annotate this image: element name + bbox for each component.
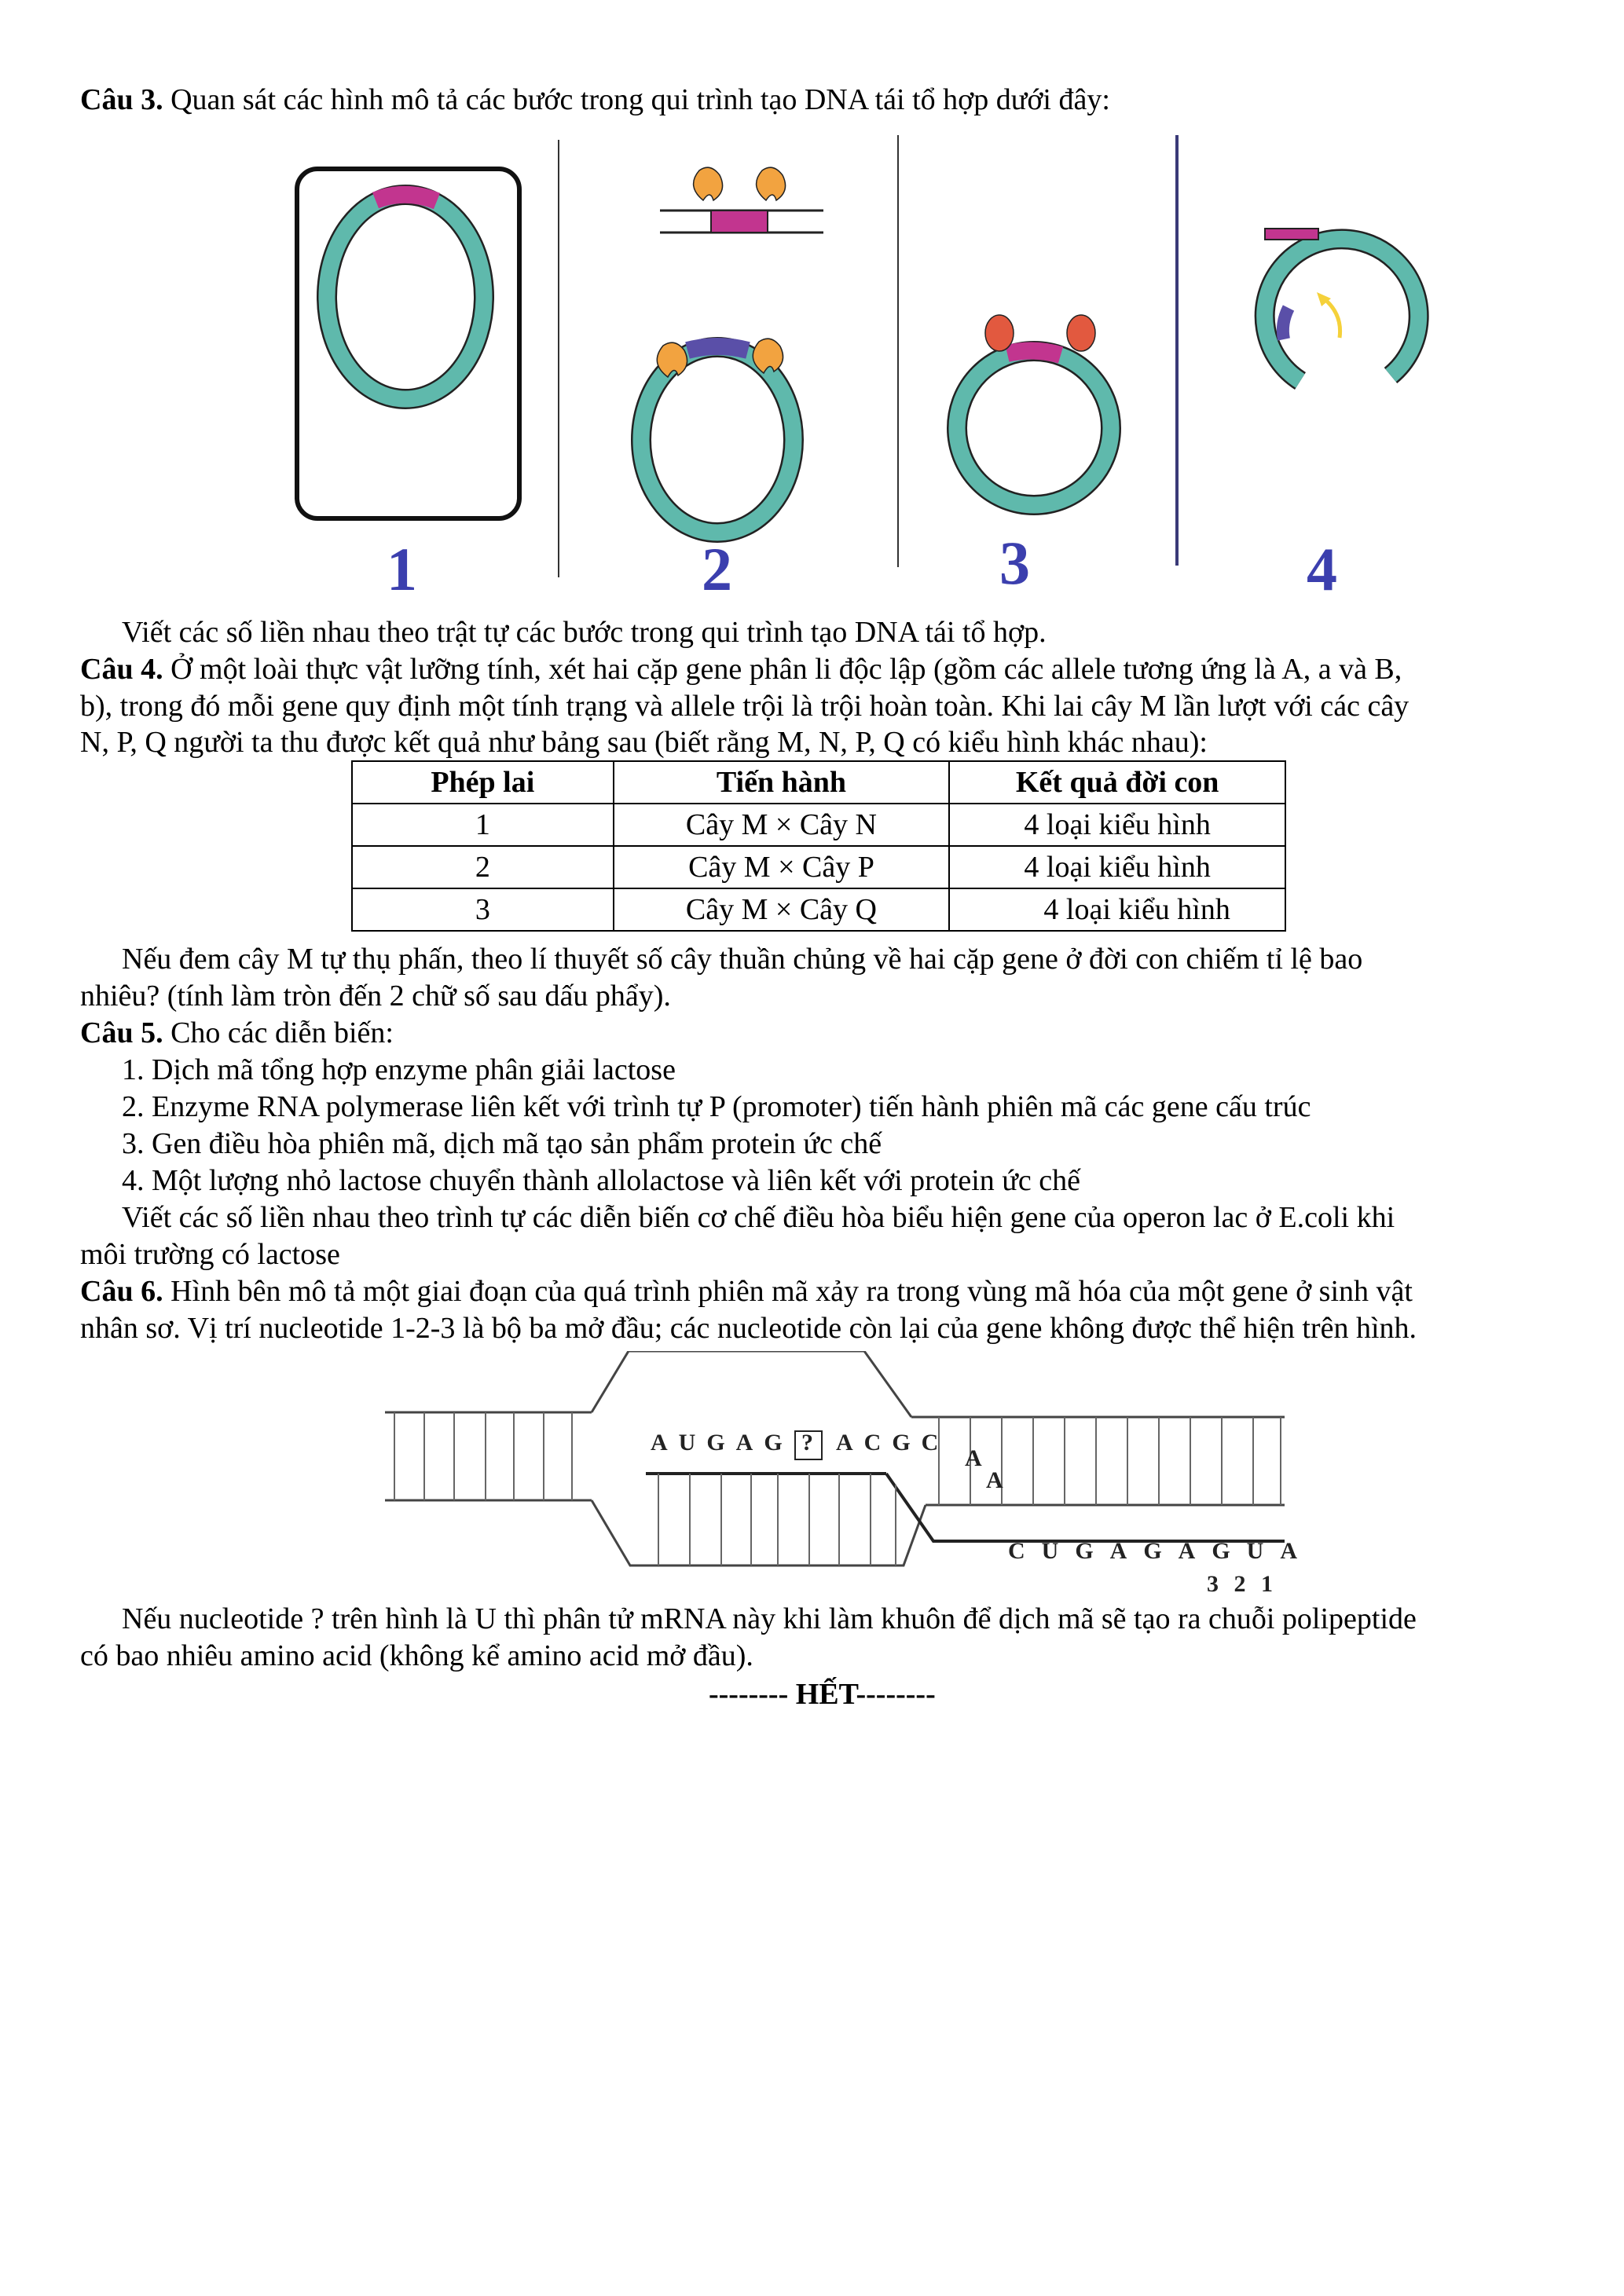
question-4-line: b), trong đó mỗi gene quy định một tính trạng và allele trội là trội hoàn toàn. Khi lai cây M lần lượt với các cây (80, 690, 1410, 723)
cell-result: 4 loại kiểu hình (949, 888, 1285, 931)
rna-sequence-left: AUGAG (651, 1430, 794, 1456)
question-text: Quan sát các hình mô tả các bước trong qui trình tạo DNA tái tổ hợp dưới đây: (163, 83, 1110, 116)
question-label: Câu 6. (80, 1275, 163, 1308)
event-item: 4. Một lượng nhỏ lactose chuyển thành allolactose và liên kết với protein ức chế (122, 1164, 1080, 1197)
table-header-row (352, 761, 1285, 804)
panel-1-bacterial-cell (297, 169, 519, 518)
rna-nucleotide-a2: A (986, 1467, 1014, 1493)
panel-3-ligase (957, 315, 1111, 505)
step-number-3: 3 (999, 529, 1030, 597)
cross-results-table (351, 760, 1286, 932)
table-row (352, 804, 1285, 846)
header-cross: Phép lai (352, 761, 614, 804)
event-item: 2. Enzyme RNA polymerase liên kết với trình tự P (promoter) tiến hành phiên mã các gene cấu trúc (122, 1090, 1311, 1123)
event-item: 1. Dịch mã tổng hợp enzyme phân giải lactose (122, 1053, 676, 1086)
question-label: Câu 5. (80, 1016, 163, 1049)
question-6-prompt: Nếu nucleotide ? trên hình là U thì phân tử mRNA này khi làm khuôn để dịch mã sẽ tạo ra chuỗi polipeptide (122, 1602, 1417, 1635)
table-row (352, 846, 1285, 888)
rna-nucleotide-a1: A (965, 1445, 993, 1471)
question-5-heading (80, 1015, 394, 1051)
rna-sequence-right: ACGC (836, 1430, 950, 1456)
cell-cross: 1 (352, 804, 614, 846)
question-4-line: N, P, Q người ta thu được kết quả như bảng sau (biết rằng M, N, P, Q có kiểu hình khác nhau): (80, 726, 1208, 759)
question-5-prompt: môi trường có lactose (80, 1238, 340, 1271)
question-4-prompt: nhiêu? (tính làm tròn đến 2 chữ số sau dấu phẩy). (80, 980, 671, 1013)
header-procedure: Tiến hành (614, 761, 950, 804)
cell-result: 4 loại kiểu hình (949, 804, 1285, 846)
template-sequence: CUGAGAGUA (1008, 1538, 1314, 1564)
question-5-prompt: Viết các số liền nhau theo trình tự các diễn biến cơ chế điều hòa biểu hiện gene của operon lac ở E.coli khi (122, 1201, 1395, 1234)
end-marker: -------- HẾT-------- (709, 1678, 936, 1711)
question-6-line: nhân sơ. Vị trí nucleotide 1-2-3 là bộ ba mở đầu; các nucleotide còn lại của gene không được thể hiện trên hình. (80, 1312, 1417, 1345)
step-number-2: 2 (702, 535, 732, 603)
panel-4-cut-plasmid (1265, 229, 1419, 381)
question-4-heading (80, 651, 1402, 687)
question-3-heading (80, 82, 1110, 118)
cell-procedure: Cây M × Cây N (614, 804, 950, 846)
step-number-4: 4 (1307, 535, 1337, 603)
question-label: Câu 3. (80, 83, 163, 116)
cell-cross: 2 (352, 846, 614, 888)
question-6-heading (80, 1273, 1413, 1309)
cell-cross: 3 (352, 888, 614, 931)
recombinant-dna-steps-figure (283, 126, 1461, 613)
question-6-prompt: có bao nhiêu amino acid (không kể amino acid mở đầu). (80, 1639, 753, 1672)
question-4-prompt: Nếu đem cây M tự thụ phấn, theo lí thuyết số cây thuần chủng về hai cặp gene ở đời con chiếm tỉ lệ bao (122, 943, 1363, 976)
event-item: 3. Gen điều hòa phiên mã, dịch mã tạo sản phẩm protein ức chế (122, 1127, 882, 1160)
question-text: Cho các diễn biến: (163, 1016, 394, 1049)
question-3-instruction: Viết các số liền nhau theo trật tự các bước trong qui trình tạo DNA tái tổ hợp. (122, 616, 1047, 649)
question-label: Câu 4. (80, 653, 163, 686)
cell-procedure: Cây M × Cây P (614, 846, 950, 888)
question-text: Hình bên mô tả một giai đoạn của quá trình phiên mã xảy ra trong vùng mã hóa của một gene ở sinh vật (163, 1275, 1413, 1308)
header-offspring-result: Kết quả đời con (949, 761, 1285, 804)
panel-2-restriction-enzymes (641, 167, 823, 533)
unknown-nucleotide: ? (801, 1430, 824, 1456)
cell-procedure: Cây M × Cây Q (614, 888, 950, 931)
start-codon-positions: 3 2 1 (1207, 1571, 1278, 1597)
cell-result: 4 loại kiểu hình (949, 846, 1285, 888)
table-row (352, 888, 1285, 931)
step-number-1: 1 (387, 535, 417, 603)
question-text: Ở một loài thực vật lưỡng tính, xét hai cặp gene phân li độc lập (gồm các allele tương ứng là A, a và B, (163, 653, 1402, 686)
